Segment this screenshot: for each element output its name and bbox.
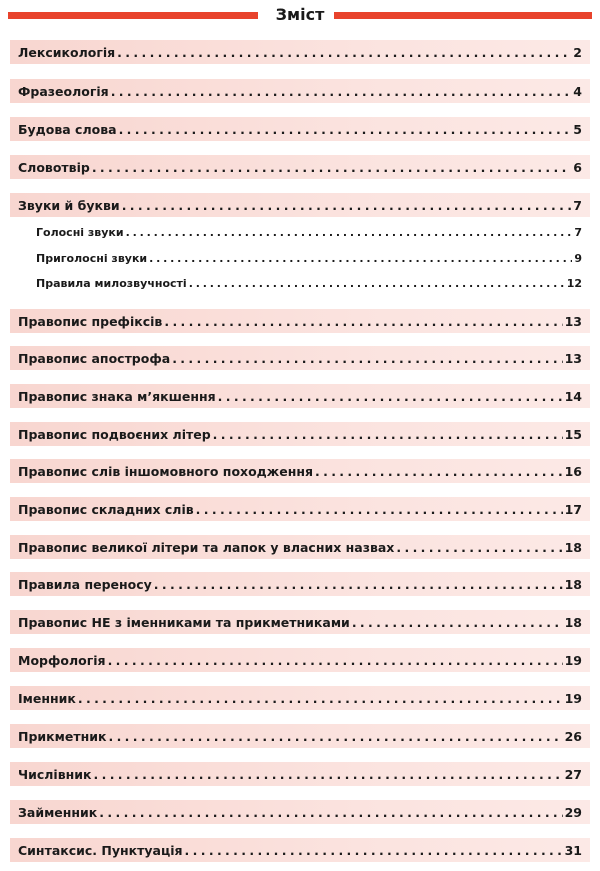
- toc-entry[interactable]: [10, 800, 590, 824]
- toc-entry-page: 19: [564, 652, 582, 668]
- dot-leader: [185, 843, 563, 858]
- toc-entry-label: Голосні звуки: [36, 225, 124, 239]
- toc-entry-page: 18: [564, 576, 582, 592]
- toc-entry[interactable]: [10, 422, 590, 446]
- dot-leader: [99, 805, 562, 820]
- dot-leader: [154, 577, 563, 592]
- toc-entry-label: Правопис префіксів: [18, 313, 163, 329]
- toc-entry-label: Правопис великої літери та лапок у власних назвах: [18, 539, 395, 555]
- toc-entry-label: Правопис подвоєних літер: [18, 426, 211, 442]
- toc-entry-label: Правопис слів іншомовного походження: [18, 463, 313, 479]
- toc-entry-label: Будова слова: [18, 121, 117, 137]
- toc-entry-label: Лексикологія: [18, 44, 116, 60]
- toc-entry[interactable]: [10, 155, 590, 179]
- page-title-text: Зміст: [270, 5, 331, 24]
- toc-entry-label: Приголосні звуки: [36, 251, 148, 265]
- toc-entry-label: Займенник: [18, 804, 98, 820]
- toc-entry-page: 9: [574, 251, 582, 265]
- toc-entry-label: Правопис складних слів: [18, 501, 194, 517]
- toc-entry-page: 27: [564, 766, 582, 782]
- dot-leader: [122, 198, 572, 213]
- toc-entry-page: 15: [564, 426, 582, 442]
- toc-entry-page: 16: [564, 463, 582, 479]
- toc-entry[interactable]: [10, 117, 590, 141]
- dot-leader: [213, 427, 563, 442]
- toc-entry-page: 13: [564, 350, 582, 366]
- toc-entry-page: 4: [573, 83, 582, 99]
- toc-subentry[interactable]: [10, 248, 590, 268]
- toc-entry-label: Прикметник: [18, 728, 107, 744]
- toc-entry-label: Іменник: [18, 690, 76, 706]
- toc-entry-page: 14: [564, 388, 582, 404]
- dot-leader: [108, 729, 562, 744]
- toc-entry[interactable]: [10, 497, 590, 521]
- dot-leader: [126, 226, 573, 239]
- toc-entry[interactable]: [10, 40, 590, 64]
- dot-leader: [92, 160, 571, 175]
- toc-entry-label: Морфологія: [18, 652, 106, 668]
- toc-entry-page: 29: [564, 804, 582, 820]
- dot-leader: [117, 45, 571, 60]
- toc-entry[interactable]: [10, 572, 590, 596]
- toc-entry[interactable]: [10, 610, 590, 634]
- toc-entry-label: Звуки й букви: [18, 197, 120, 213]
- toc-entry-page: 2: [573, 44, 582, 60]
- dot-leader: [164, 314, 562, 329]
- dot-leader: [218, 389, 563, 404]
- toc-entry[interactable]: [10, 535, 590, 559]
- toc-entry-label: Правопис знака м’якшення: [18, 388, 216, 404]
- toc-entry-page: 18: [564, 614, 582, 630]
- toc-entry-label: Числівник: [18, 766, 92, 782]
- toc-entry-label: Правопис апострофа: [18, 350, 171, 366]
- toc-entry[interactable]: [10, 459, 590, 483]
- toc-entry[interactable]: [10, 384, 590, 408]
- page-title: [0, 4, 600, 26]
- toc-entry[interactable]: [10, 309, 590, 333]
- dot-leader: [189, 277, 565, 290]
- dot-leader: [94, 767, 563, 782]
- toc-entry[interactable]: [10, 346, 590, 370]
- toc-entry-page: 17: [564, 501, 582, 517]
- dot-leader: [119, 122, 572, 137]
- dot-leader: [396, 540, 562, 555]
- toc-entry-page: 19: [564, 690, 582, 706]
- toc-entry-label: Правила милозвучності: [36, 276, 187, 290]
- toc-entry-label: Словотвір: [18, 159, 90, 175]
- toc-entry[interactable]: [10, 724, 590, 748]
- toc-subentry[interactable]: [10, 222, 590, 242]
- dot-leader: [78, 691, 563, 706]
- toc-entry-page: 5: [573, 121, 582, 137]
- toc-entry[interactable]: [10, 193, 590, 217]
- dot-leader: [108, 653, 563, 668]
- toc-entry-page: 7: [574, 225, 582, 239]
- dot-leader: [149, 252, 572, 265]
- toc-entry-page: 7: [573, 197, 582, 213]
- toc-entry-label: Фразеологія: [18, 83, 109, 99]
- toc-entry-page: 13: [564, 313, 582, 329]
- dot-leader: [352, 615, 563, 630]
- toc-entry[interactable]: [10, 79, 590, 103]
- toc-entry-page: 26: [564, 728, 582, 744]
- dot-leader: [196, 502, 563, 517]
- toc-subentry[interactable]: [10, 273, 590, 293]
- toc-entry-page: 18: [564, 539, 582, 555]
- dot-leader: [172, 351, 562, 366]
- dot-leader: [111, 84, 572, 99]
- toc-entry-page: 31: [564, 842, 582, 858]
- toc-entry[interactable]: [10, 686, 590, 710]
- toc-entry[interactable]: [10, 648, 590, 672]
- toc-entry-label: Правопис НЕ з іменниками та прикметниками: [18, 614, 350, 630]
- toc-entry[interactable]: [10, 838, 590, 862]
- toc-entry-page: 6: [573, 159, 582, 175]
- toc-entry-page: 12: [566, 276, 582, 290]
- toc-entry-label: Правила переносу: [18, 576, 152, 592]
- dot-leader: [315, 464, 563, 479]
- toc-entry-label: Синтаксис. Пунктуація: [18, 842, 183, 858]
- toc-entry[interactable]: [10, 762, 590, 786]
